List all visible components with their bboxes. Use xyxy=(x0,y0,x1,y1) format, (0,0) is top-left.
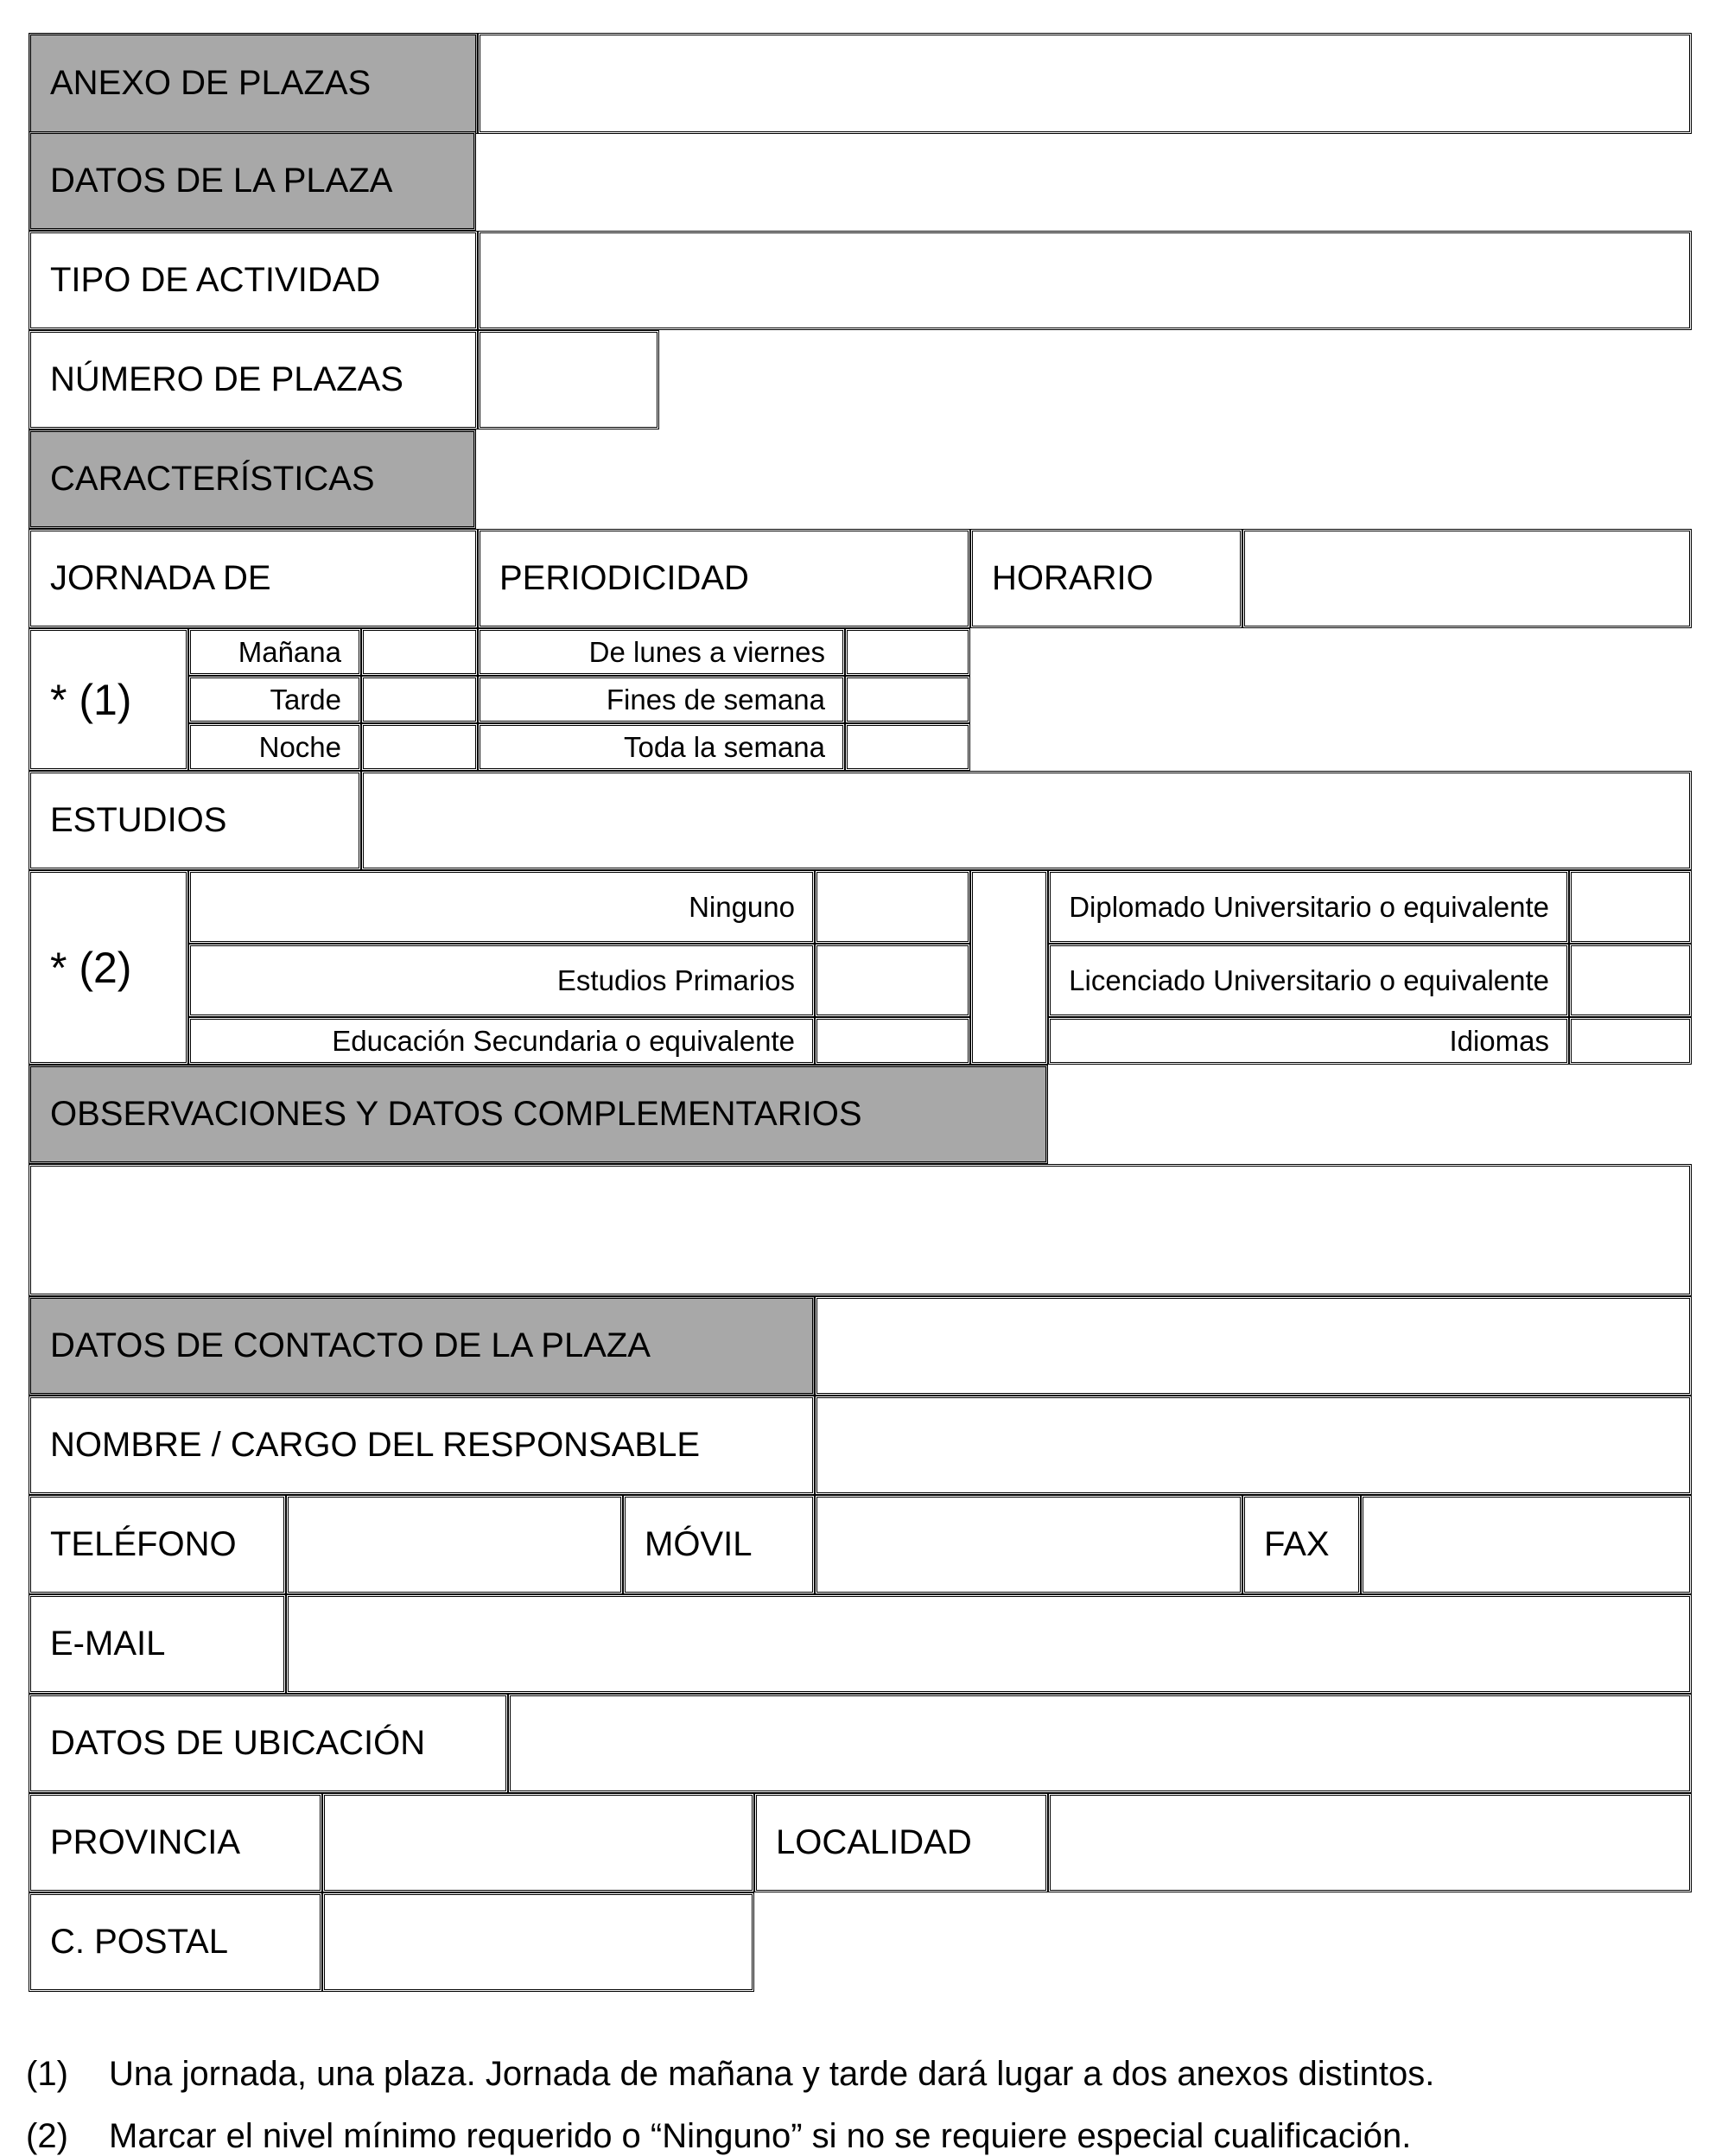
email-label: E-MAIL xyxy=(29,1594,286,1694)
fax-field[interactable] xyxy=(1361,1495,1692,1594)
estudios-checkbox-diplomado[interactable] xyxy=(1569,870,1692,944)
localidad-label: LOCALIDAD xyxy=(754,1793,1048,1892)
estudios-checkbox-primarios[interactable] xyxy=(815,944,970,1017)
periodicidad-checkbox-fines-semana[interactable] xyxy=(845,676,970,723)
footnote-2-text: Marcar el nivel mínimo requerido o “Ninguno” si no se requiere especial cualificación. xyxy=(109,2117,1412,2155)
responsable-field[interactable] xyxy=(815,1396,1692,1495)
datos-plaza-heading: DATOS DE LA PLAZA xyxy=(29,131,476,231)
footnote-2-number: (2) xyxy=(26,2117,68,2155)
cpostal-label: C. POSTAL xyxy=(29,1892,322,1992)
provincia-field[interactable] xyxy=(322,1793,754,1892)
jornada-de-label: JORNADA DE xyxy=(29,529,478,628)
ref-1-label: * (1) xyxy=(29,628,188,771)
anexo-heading: ANEXO DE PLAZAS xyxy=(29,33,478,134)
movil-label: MÓVIL xyxy=(623,1495,815,1594)
email-field[interactable] xyxy=(286,1594,1692,1694)
estudios-checkbox-ninguno[interactable] xyxy=(815,870,970,944)
ref-2-label: * (2) xyxy=(29,870,188,1065)
jornada-checkbox-noche[interactable] xyxy=(361,723,478,771)
contacto-field[interactable] xyxy=(815,1296,1692,1396)
estudios-option-secundaria: Educación Secundaria o equivalente xyxy=(188,1017,815,1065)
movil-field[interactable] xyxy=(815,1495,1242,1594)
estudios-checkbox-licenciado[interactable] xyxy=(1569,944,1692,1017)
footnote-2 xyxy=(26,2117,1411,2156)
periodicidad-label: PERIODICIDAD xyxy=(478,529,970,628)
periodicidad-option-toda-semana: Toda la semana xyxy=(478,723,845,771)
tipo-actividad-field[interactable] xyxy=(478,231,1692,330)
jornada-checkbox-manana[interactable] xyxy=(361,628,478,676)
numero-plazas-field[interactable] xyxy=(478,330,659,429)
estudios-checkbox-idiomas[interactable] xyxy=(1569,1017,1692,1065)
footnote-1-number: (1) xyxy=(26,2055,68,2093)
estudios-option-idiomas: Idiomas xyxy=(1048,1017,1569,1065)
observaciones-field[interactable] xyxy=(29,1164,1692,1296)
observaciones-heading: OBSERVACIONES Y DATOS COMPLEMENTARIOS xyxy=(29,1065,1048,1164)
periodicidad-option-fines-semana: Fines de semana xyxy=(478,676,845,723)
horario-field[interactable] xyxy=(1242,529,1692,628)
estudios-label: ESTUDIOS xyxy=(29,771,361,870)
telefono-field[interactable] xyxy=(286,1495,623,1594)
contacto-heading: DATOS DE CONTACTO DE LA PLAZA xyxy=(29,1296,815,1396)
estudios-spacer xyxy=(970,870,1048,1065)
numero-plazas-label: NÚMERO DE PLAZAS xyxy=(29,330,478,429)
periodicidad-checkbox-lunes-viernes[interactable] xyxy=(845,628,970,676)
footnote-1 xyxy=(26,2055,1434,2094)
ubicacion-label: DATOS DE UBICACIÓN xyxy=(29,1694,508,1793)
jornada-checkbox-tarde[interactable] xyxy=(361,676,478,723)
horario-label: HORARIO xyxy=(970,529,1242,628)
jornada-option-noche: Noche xyxy=(188,723,361,771)
ubicacion-field[interactable] xyxy=(508,1694,1692,1793)
estudios-option-diplomado: Diplomado Universitario o equivalente xyxy=(1048,870,1569,944)
periodicidad-option-lunes-viernes: De lunes a viernes xyxy=(478,628,845,676)
telefono-label: TELÉFONO xyxy=(29,1495,286,1594)
localidad-field[interactable] xyxy=(1048,1793,1692,1892)
tipo-actividad-label: TIPO DE ACTIVIDAD xyxy=(29,231,478,330)
estudios-checkbox-secundaria[interactable] xyxy=(815,1017,970,1065)
estudios-option-primarios: Estudios Primarios xyxy=(188,944,815,1017)
footnote-1-text: Una jornada, una plaza. Jornada de mañana y tarde dará lugar a dos anexos distintos. xyxy=(109,2055,1435,2093)
cpostal-field[interactable] xyxy=(322,1892,754,1992)
estudios-option-licenciado: Licenciado Universitario o equivalente xyxy=(1048,944,1569,1017)
fax-label: FAX xyxy=(1242,1495,1361,1594)
periodicidad-checkbox-toda-semana[interactable] xyxy=(845,723,970,771)
jornada-option-manana: Mañana xyxy=(188,628,361,676)
anexo-field[interactable] xyxy=(478,33,1692,134)
caracteristicas-heading: CARACTERÍSTICAS xyxy=(29,429,476,529)
jornada-option-tarde: Tarde xyxy=(188,676,361,723)
provincia-label: PROVINCIA xyxy=(29,1793,322,1892)
responsable-label: NOMBRE / CARGO DEL RESPONSABLE xyxy=(29,1396,815,1495)
estudios-option-ninguno: Ninguno xyxy=(188,870,815,944)
estudios-field[interactable] xyxy=(361,771,1692,870)
